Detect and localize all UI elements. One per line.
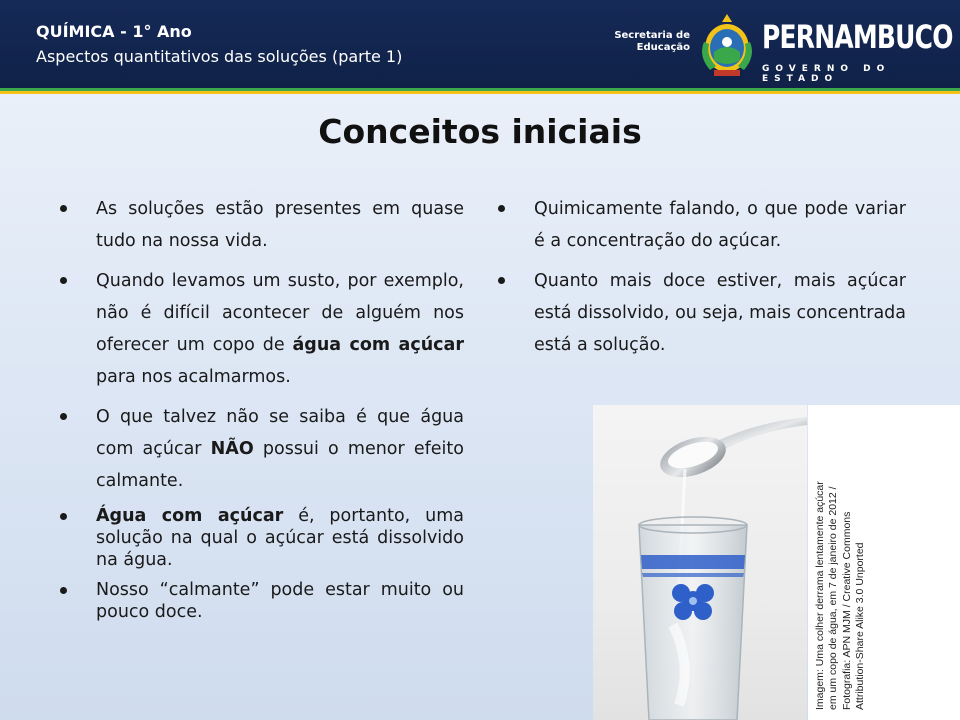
header-bar [0,0,960,88]
credit-line: em um copo de água, em 7 de janeiro de 2012 / [827,486,840,710]
credit-line: Imagem: Uma colher derrama lentamente açúcar [814,481,826,710]
credit-line: Fotografia: APN MJM / Creative Commons [840,511,853,710]
left-column [58,193,464,623]
bullet-item [496,193,906,257]
bullet-text-bold: Água com açúcar [96,506,284,526]
bullet-text-pre: O que talvez não se saiba é que água com açúcar [96,407,464,459]
slide-title: Conceitos iniciais [318,112,642,151]
bullet-dot-icon [498,205,505,212]
bullet-item [58,265,464,393]
bullet-text-bold: água com açúcar [292,335,464,355]
yellow-stripe [0,91,960,94]
header-stripes [0,88,960,94]
bullet-dot-icon [498,277,505,284]
right-column [496,193,906,361]
course-label: QUÍMICA - 1° Ano [36,22,192,41]
bullet-text-pre: Quando levamos um susto, por exemplo, não é difícil acontecer de alguém nos oferecer um copo de [96,271,464,355]
bullet-text-post: para nos acalmarmos. [96,367,291,387]
bullet-text-post: possui o menor efeito calmante. [96,439,464,491]
lesson-subtitle: Aspectos quantitativos das soluções (parte 1) [36,47,403,66]
glass-and-spoon-illustration-icon [593,405,807,720]
bullet-text: Nosso “calmante” pode estar muito ou pouco doce. [96,580,464,622]
bullet-item [58,401,464,497]
credit-line: Attribution-Share Alike 3.0 Unported [854,542,867,710]
bullet-item [58,193,464,257]
state-government-label: GOVERNO DO ESTADO [762,64,891,84]
bullet-text: Quimicamente falando, o que pode variar é a concentração do açúcar. [534,199,906,251]
state-emblem-icon [696,12,758,78]
bullet-dot-icon [60,413,67,420]
bullet-text: Quanto mais doce estiver, mais açúcar está dissolvido, ou seja, mais concentrada está a solução. [534,271,906,355]
state-name-logo: PERNAMBUCO [762,18,953,56]
bullet-dot-icon [60,205,67,212]
bullet-item [58,579,464,623]
bullet-text-bold: NÃO [210,439,254,459]
secretaria-line2: Educação [636,42,690,53]
bullet-dot-icon [60,277,67,284]
image-credit-text [814,410,868,710]
secretaria-line1: Secretaria de [614,30,690,41]
bullet-item [496,265,906,361]
bullet-dot-icon [60,513,67,520]
secretaria-label [604,30,690,54]
bullet-text: As soluções estão presentes em quase tudo na nossa vida. [96,199,464,251]
sugar-water-photo [593,405,807,720]
bullet-text-post: é, portanto, uma solução na qual o açúcar está dissolvido na água. [96,506,465,570]
bullet-dot-icon [60,587,67,594]
bullet-item [58,505,464,571]
